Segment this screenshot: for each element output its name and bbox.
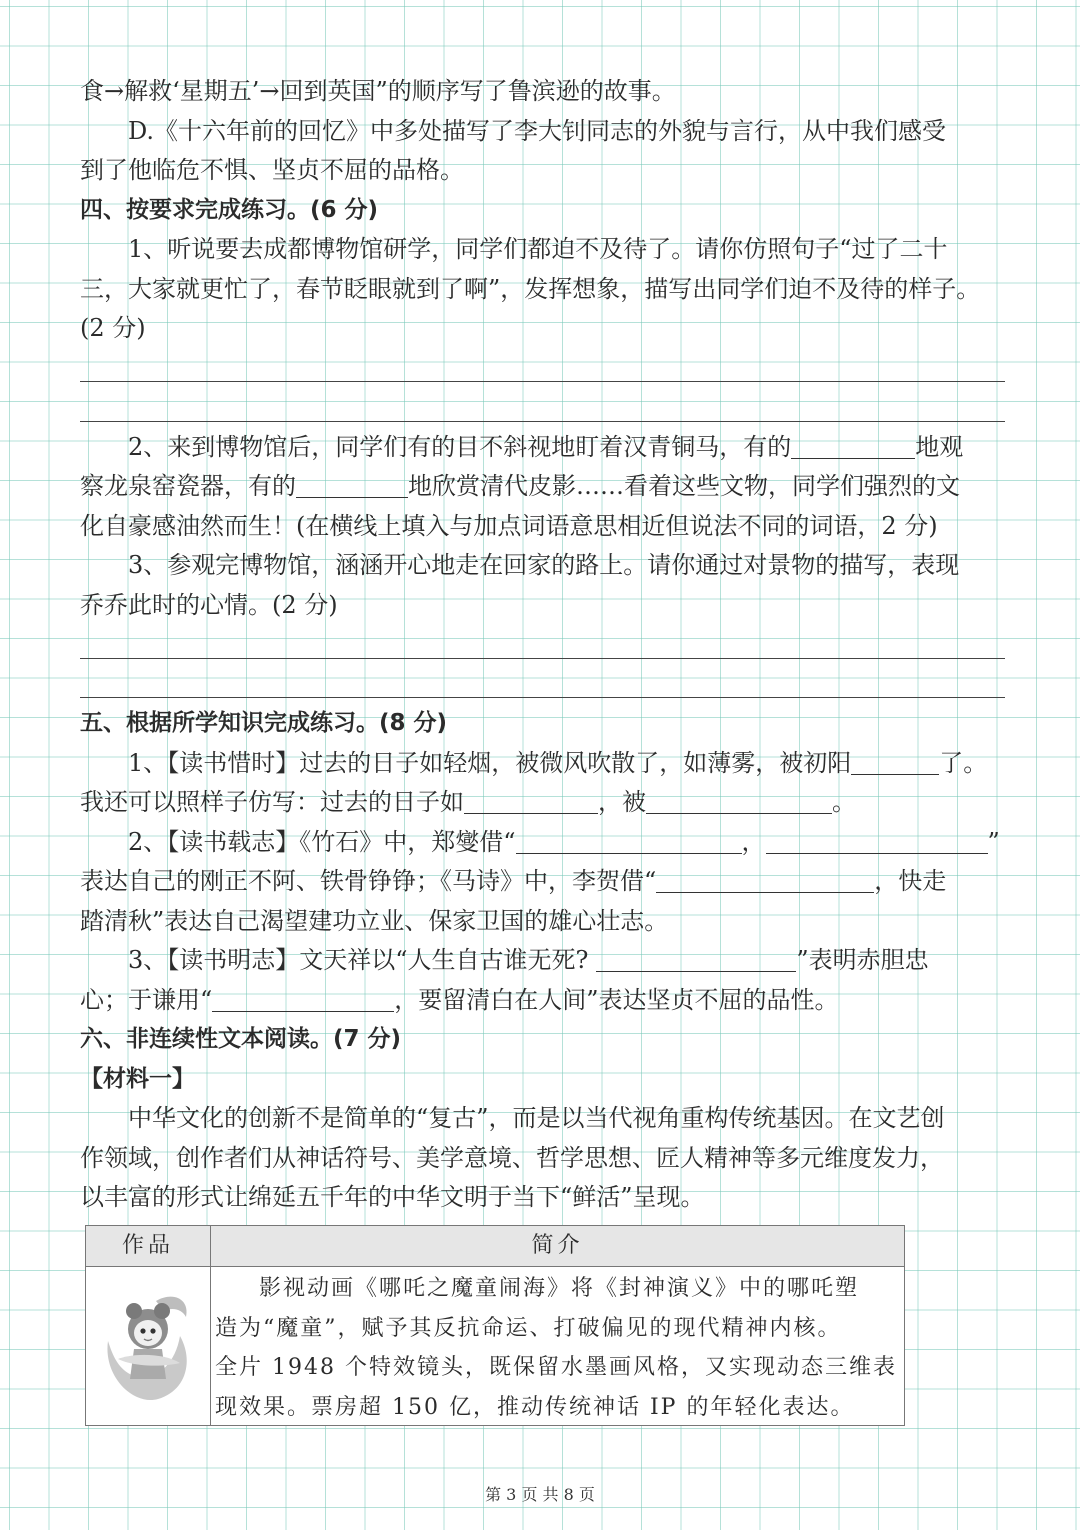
text-segment: 察龙泉窑瓷器，有的 <box>80 472 296 500</box>
text-segment: ”表明赤胆忠 <box>796 946 929 974</box>
s5-q2-line2 <box>80 862 1005 902</box>
text-line: 食→解救‘星期五’→回到英国”的顺序写了鲁滨逊的故事。 <box>80 77 676 105</box>
text-segment: 2、【读书载志】《竹石》中，郑燮借“ <box>128 827 516 856</box>
table-row <box>86 1267 904 1425</box>
s4-q2-line1 <box>80 428 1005 468</box>
fill-blank[interactable] <box>212 985 394 1012</box>
text-segment: 心；于谦用“ <box>80 985 213 1014</box>
fill-blank[interactable] <box>646 787 832 814</box>
intro-line2: 造为“魔童”，赋予其反抗命运、打破偏见的现代精神内核。 <box>215 1315 842 1341</box>
fill-blank[interactable] <box>851 748 939 775</box>
text-segment: 地观 <box>915 432 964 461</box>
s4-q1-line1: 1、听说要去成都博物馆研学，同学们都迫不及待了。请你仿照句子“过了二十 <box>128 235 948 263</box>
intro-line1: 影视动画《哪吒之魔童闹海》将《封神演义》中的哪吒塑 <box>259 1276 860 1301</box>
s5-q1-line2 <box>80 783 1005 823</box>
s4-q1-line2: 三，大家就更忙了，春节眨眼就到了啊”，发挥想象，描写出同学们迫不及待的样子。 <box>80 274 981 303</box>
s4-q1-line3: (2 分) <box>80 314 146 342</box>
text-segment: 。 <box>832 788 856 816</box>
fill-blank[interactable] <box>296 471 408 498</box>
header-work: 作品 <box>86 1226 211 1266</box>
fill-blank[interactable] <box>766 827 988 854</box>
intro-line3: 全片 1948 个特效镜头，既保留水墨画风格，又实现动态三维表 <box>215 1355 897 1380</box>
s5-q3-line2 <box>80 981 1005 1021</box>
answer-line[interactable] <box>80 388 1005 428</box>
intro-line4: 现效果。票房超 150 亿，推动传统神话 IP 的年轻化表达。 <box>215 1394 855 1420</box>
s5-q1-line1 <box>80 744 1005 784</box>
answer-line[interactable] <box>80 625 1005 665</box>
s5-q2-line3: 踏清秋”表达自己渴望建功立业、保家卫国的雄心壮志。 <box>80 906 669 935</box>
works-table <box>85 1225 905 1426</box>
fill-blank[interactable] <box>656 866 874 893</box>
nezha-illustration <box>86 1267 211 1425</box>
text-segment: 了。 <box>939 748 988 777</box>
section-6-heading: 六、非连续性文本阅读。(7 分) <box>80 1026 402 1052</box>
text-segment: 地欣赏清代皮影……看着这些文物，同学们强烈的文 <box>408 472 960 500</box>
text-segment: 2、来到博物馆后，同学们有的目不斜视地盯着汉青铜马，有的 <box>128 432 792 461</box>
text-segment: ” <box>987 827 1000 856</box>
material-1-line1: 中华文化的创新不是简单的“复古”，而是以当代视角重构传统基因。在文艺创 <box>128 1104 945 1132</box>
option-d: D.《十六年前的回忆》中多处描写了李大钊同志的外貌与言行，从中我们感受 <box>128 116 947 145</box>
intro-cell <box>211 1267 904 1425</box>
section-5-heading: 五、根据所学知识完成练习。(8 分) <box>80 710 448 736</box>
answer-line[interactable] <box>80 349 1005 389</box>
page-number: 第 3 页 共 8 页 <box>485 1485 595 1504</box>
s4-q2-line2 <box>80 467 1005 507</box>
text-segment: 1、【读书惜时】过去的日子如轻烟，被微风吹散了，如薄雾，被初阳 <box>128 748 852 777</box>
s4-q3-line2: 乔乔此时的心情。(2 分) <box>80 590 338 619</box>
text-segment: ，要留清白在人间”表达坚贞不屈的品性。 <box>394 985 839 1014</box>
exam-page <box>80 72 1005 1218</box>
fill-blank[interactable] <box>516 827 742 854</box>
text-segment: 我还可以照样子仿写：过去的日子如 <box>80 788 464 816</box>
text-segment: 3、【读书明志】文天祥以“人生自古谁无死? <box>128 946 589 974</box>
s4-q2-line3: 化自豪感油然而生！(在横线上填入与加点词语意思相近但说法不同的词语，2 分) <box>80 511 938 540</box>
text-segment: 表达自己的刚正不阿、铁骨铮铮；《马诗》中，李贺借“ <box>80 867 657 895</box>
text-segment: ， <box>741 827 766 856</box>
s5-q2-line1 <box>80 823 1005 863</box>
section-4-heading: 四、按要求完成练习。(6 分) <box>80 196 379 223</box>
text-segment: ，被 <box>598 788 646 816</box>
answer-line[interactable] <box>80 665 1005 705</box>
s4-q3-line1: 3、参观完博物馆，涵涵开心地走在回家的路上。请你通过对景物的描写，表现 <box>128 551 960 579</box>
header-intro: 简介 <box>531 1233 584 1258</box>
text-segment: ，快走 <box>874 867 947 895</box>
fill-blank[interactable] <box>791 432 915 459</box>
table-header <box>86 1226 904 1267</box>
material-1-label: 【材料一】 <box>80 1065 195 1092</box>
s5-q3-line1 <box>80 941 1005 981</box>
fill-blank[interactable] <box>464 787 598 814</box>
fill-blank[interactable] <box>596 945 796 972</box>
material-1-line2: 作领域，创作者们从神话符号、美学意境、哲学思想、匠人精神等多元维度发力， <box>80 1143 944 1172</box>
text-line: 到了他临危不惧、坚贞不屈的品格。 <box>80 156 464 184</box>
material-1-line3: 以丰富的形式让绵延五千年的中华文明于当下“鲜活”呈现。 <box>80 1183 705 1211</box>
